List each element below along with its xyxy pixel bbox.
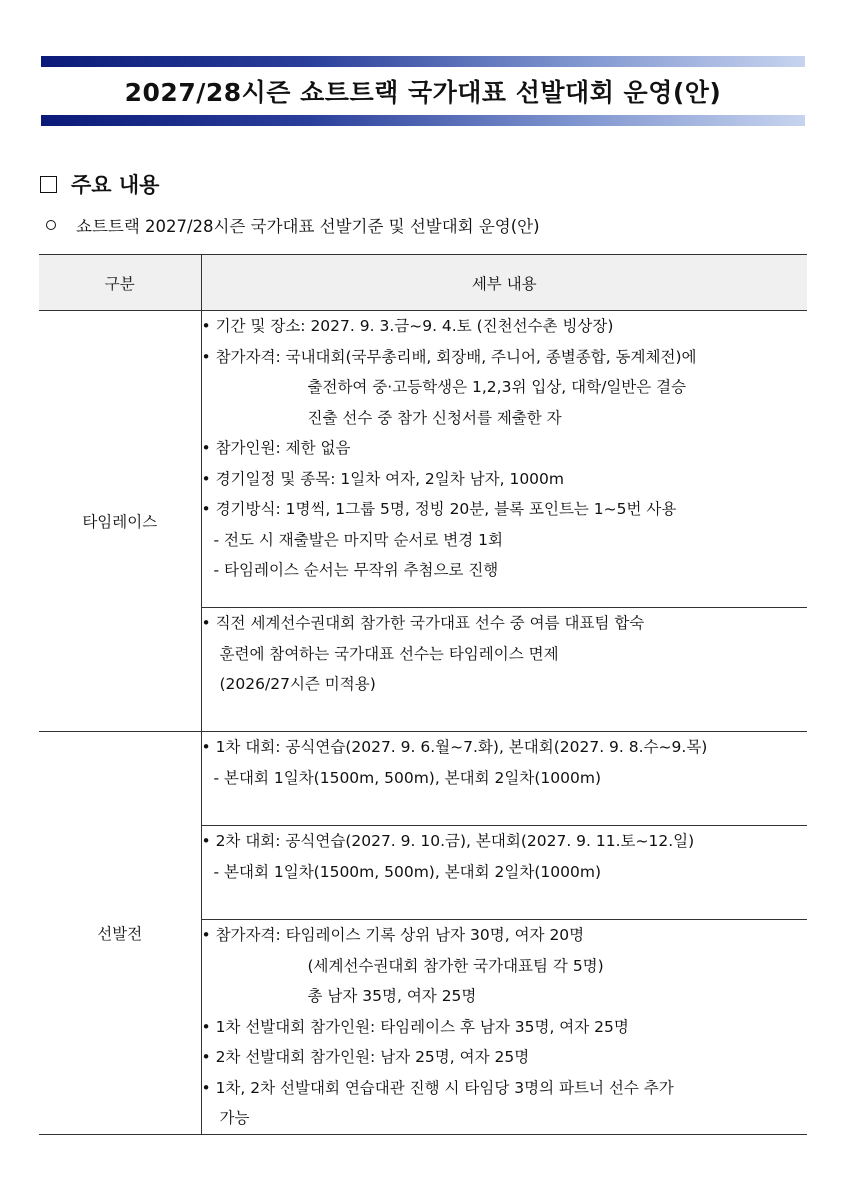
content-table: [39, 254, 807, 1135]
detail-line: • 참가자격: 국내대회(국무총리배, 회장배, 주니어, 종별종합, 동계체전)에: [201, 347, 697, 366]
detail-line: • 경기일정 및 종목: 1일차 여자, 2일차 남자, 1000m: [201, 469, 564, 488]
section-heading: [40, 168, 159, 200]
detail-line: - 본대회 1일차(1500m, 500m), 본대회 2일차(1000m): [213, 862, 601, 881]
header-category: 구분: [39, 255, 201, 311]
detail-line: - 본대회 1일차(1500m, 500m), 본대회 2일차(1000m): [213, 768, 601, 787]
detail-line: • 1차 대회: 공식연습(2027. 9. 6.월~7.화), 본대회(2027. 9. 8.수~9.목): [201, 738, 708, 756]
detail-line: • 직전 세계선수권대회 참가한 국가대표 선수 중 여름 대표팀 합숙: [201, 614, 645, 632]
section-subtitle-text: 쇼트트랙 2027/28시즌 국가대표 선발기준 및 선발대회 운영(안): [76, 217, 540, 236]
detail-line: • 기간 및 장소: 2027. 9. 3.금~9. 4.토 (진천선수촌 빙상장): [201, 317, 614, 335]
detail-line: • 참가자격: 타임레이스 기록 상위 남자 30명, 여자 20명: [201, 926, 585, 944]
detail-line: (세계선수권대회 참가한 국가대표팀 각 5명): [307, 956, 604, 975]
table-row-time-race-1: [39, 311, 807, 608]
detail-line: • 1차 선발대회 참가인원: 타임레이스 후 남자 35명, 여자 25명: [201, 1017, 629, 1036]
selection-round2: [201, 826, 807, 920]
time-race-details: [201, 311, 807, 608]
title-bottom-bar: [41, 115, 805, 126]
detail-line: 출전하여 중·고등학생은 1,2,3위 입상, 대학/일반은 결승: [307, 378, 687, 396]
detail-line: • 경기방식: 1명씩, 1그룹 5명, 정빙 20분, 블록 포인트는 1~5번 사용: [201, 500, 677, 518]
title-top-bar: [41, 56, 805, 67]
time-race-exemption: [201, 608, 807, 732]
table-row-selection-1: [39, 732, 807, 826]
title-band: [41, 56, 805, 126]
detail-line: 총 남자 35명, 여자 25명: [307, 987, 477, 1005]
category-time-race: 타임레이스: [39, 311, 201, 732]
circle-bullet-icon: [46, 220, 56, 230]
square-bullet-icon: [40, 176, 57, 193]
header-details: 세부 내용: [201, 255, 807, 311]
selection-eligibility: [201, 920, 807, 1135]
table-header-row: [39, 255, 807, 311]
detail-line: (2026/27시즌 미적용): [219, 675, 376, 693]
section-subtitle: [40, 210, 540, 240]
detail-line: • 2차 선발대회 참가인원: 남자 25명, 여자 25명: [201, 1048, 530, 1066]
detail-line: 가능: [219, 1109, 250, 1127]
selection-round1: [201, 732, 807, 826]
category-selection: 선발전: [39, 732, 201, 1135]
detail-line: 훈련에 참여하는 국가대표 선수는 타임레이스 면제: [219, 644, 559, 663]
document-title: 2027/28시즌 쇼트트랙 국가대표 선발대회 운영(안): [124, 78, 722, 107]
detail-line: - 전도 시 재출발은 마지막 순서로 변경 1회: [213, 530, 504, 549]
detail-line: • 1차, 2차 선발대회 연습대관 진행 시 타임당 3명의 파트너 선수 추가: [201, 1078, 674, 1097]
detail-line: • 2차 대회: 공식연습(2027. 9. 10.금), 본대회(2027. 9. 11.토~12.일): [201, 832, 695, 850]
section-heading-text: 주요 내용: [71, 173, 160, 197]
detail-line: • 참가인원: 제한 없음: [201, 439, 351, 457]
detail-line: 진출 선수 중 참가 신청서를 제출한 자: [307, 408, 562, 427]
detail-line: - 타임레이스 순서는 무작위 추첨으로 진행: [213, 561, 499, 579]
